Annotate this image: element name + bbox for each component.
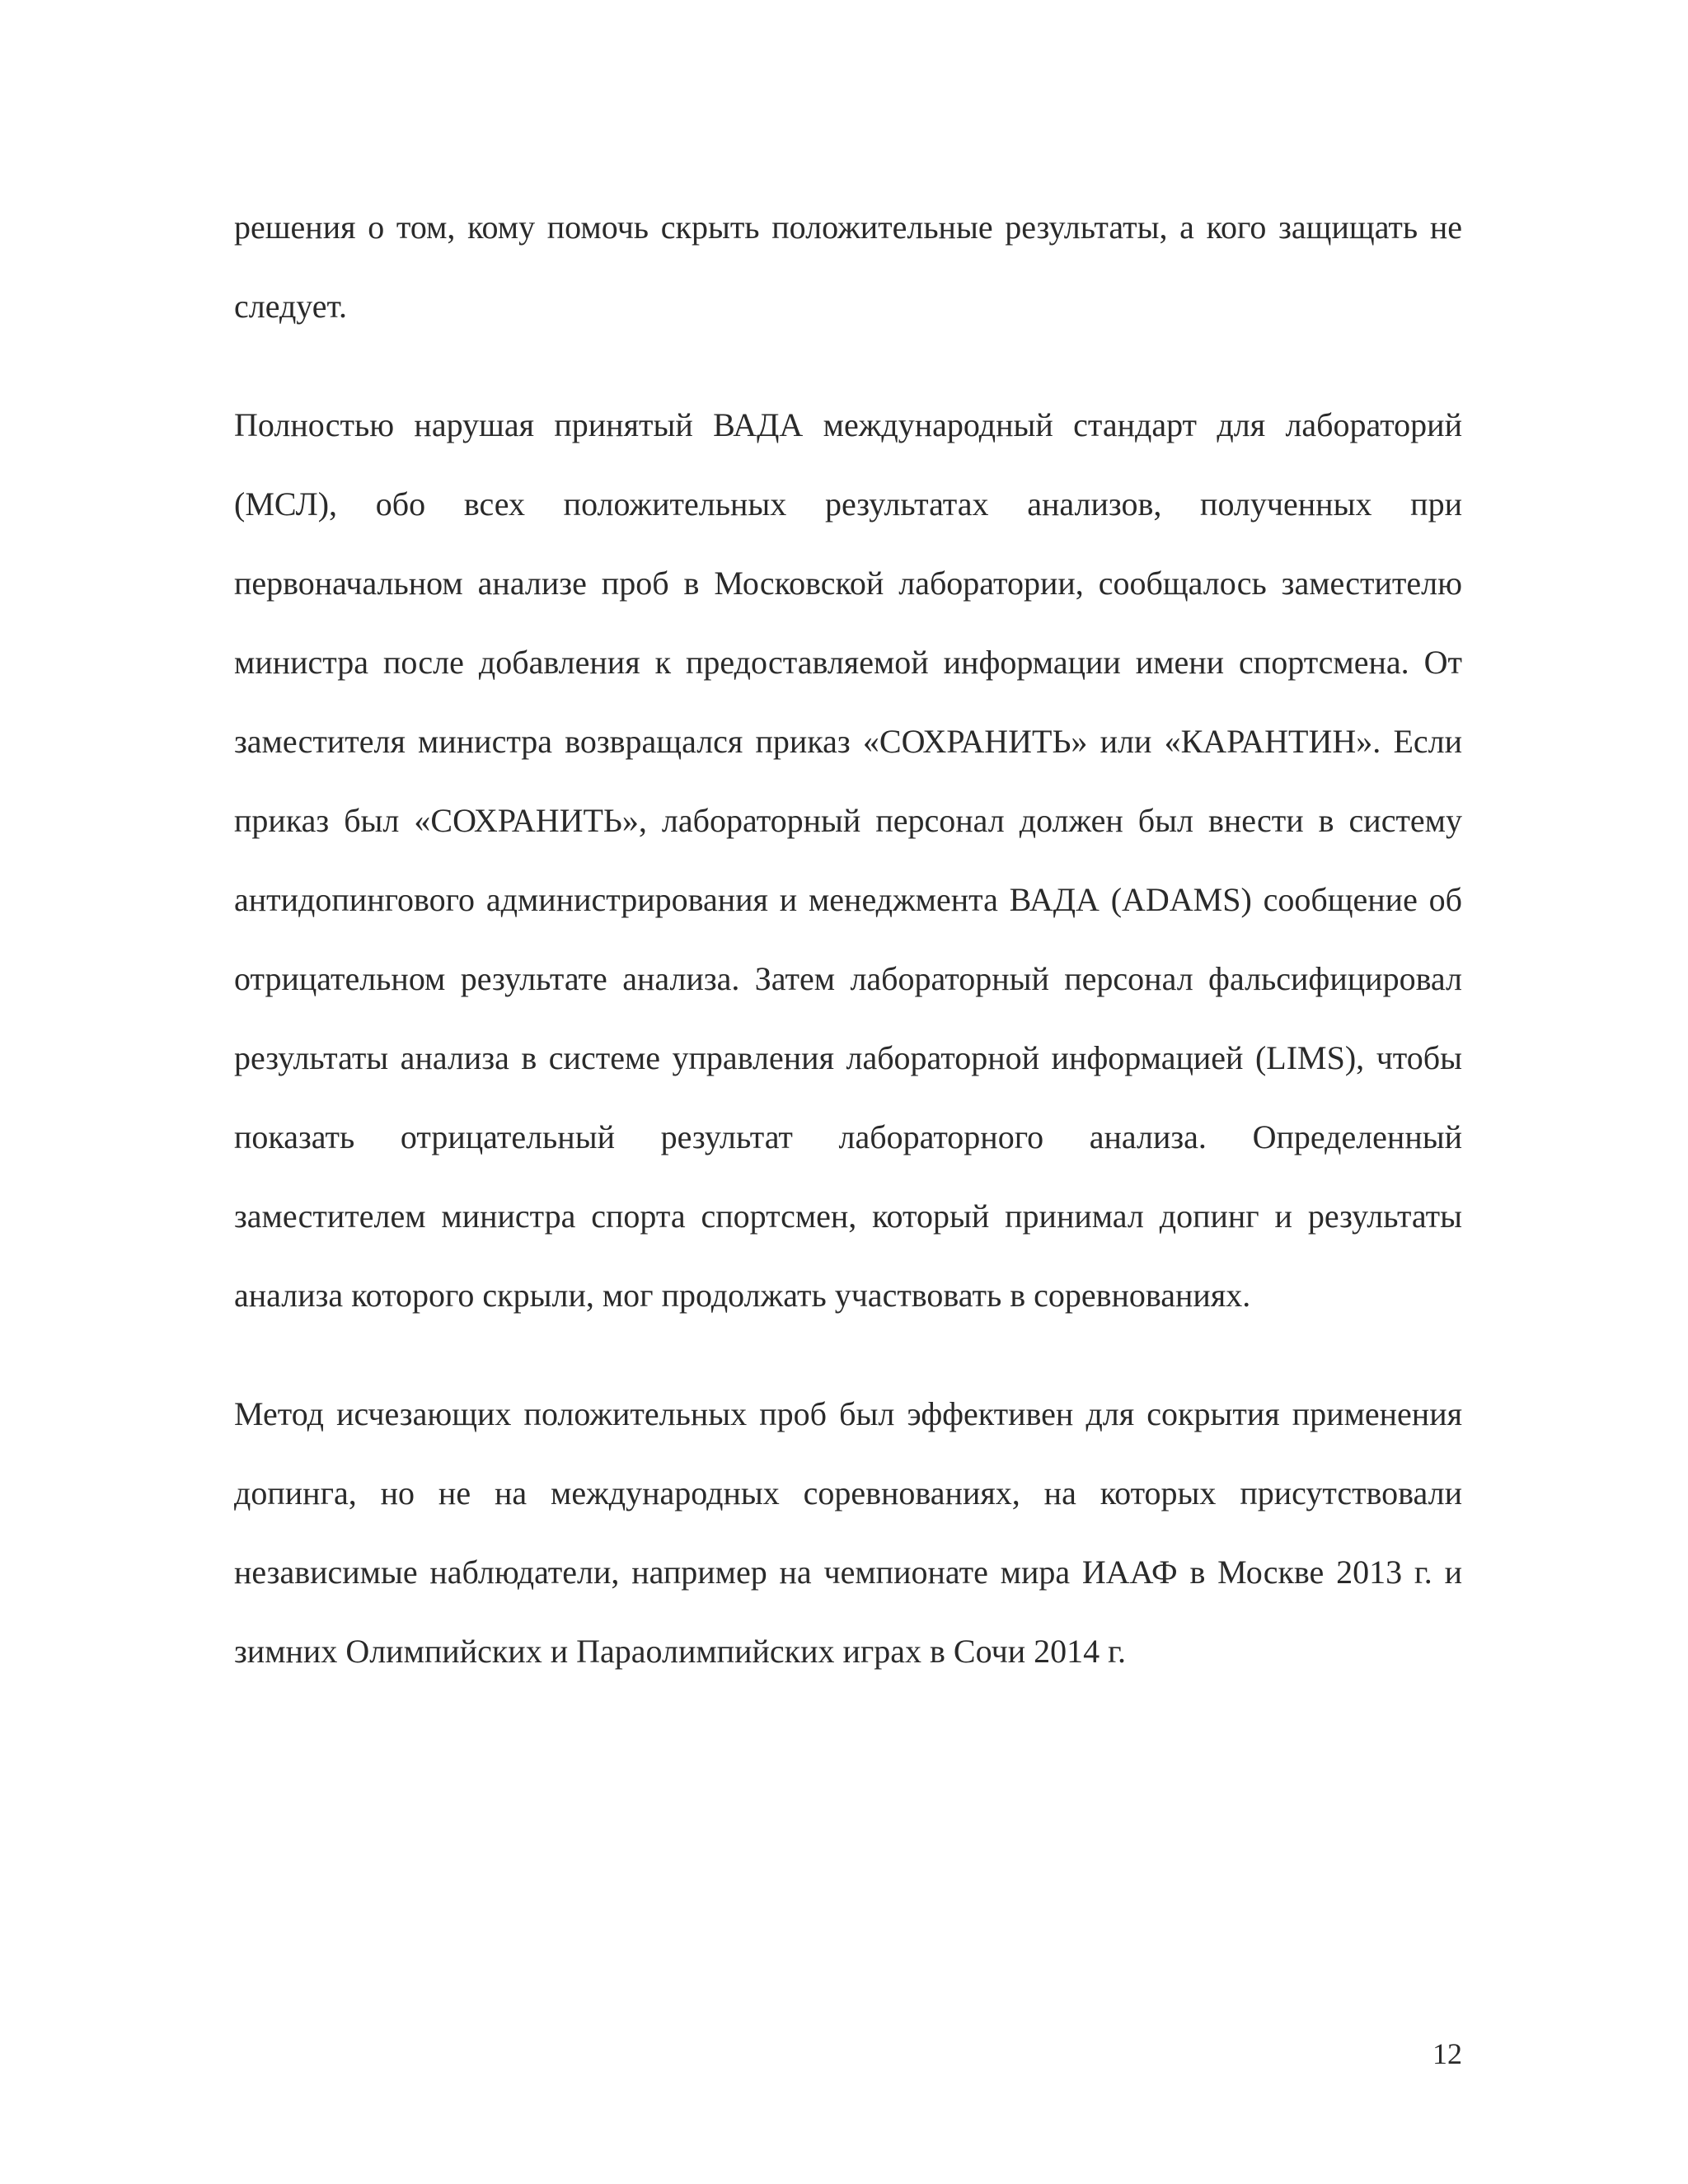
page-number: 12 xyxy=(1432,2037,1462,2070)
paragraph-3: Метод исчезающих положительных проб был эффективен для сокрытия применения допинга, но не на международных соревнованиях, на которых присутствовали независимые наблюдатели, например на чемпионате мира ИААФ в Москве 2013 г. и зимних Олимпийских и Параолимпийских играх в Сочи 2014 г. xyxy=(234,1395,1462,1670)
body-text xyxy=(234,188,1462,1731)
paragraph-1: решения о том, кому помочь скрыть положительные результаты, а кого защищать не следует. xyxy=(234,209,1462,325)
paragraph-2: Полностью нарушая принятый ВАДА международный стандарт для лабораторий (МСЛ), обо всех положительных результатах анализов, полученных при первоначальном анализе проб в Московской лаборатории, сообщалось заместителю министра после добавления к предоставляемой информации имени спортсмена. От заместителя министра возвращался приказ «СОХРАНИТЬ» или «КАРАНТИН». Если приказ был «СОХРАНИТЬ», лабораторный персонал должен был внести в систему антидопингового администрирования и менеджмента ВАДА (ADAMS) сообщение об отрицательном результате анализа. Затем лабораторный персонал фальсифицировал результаты анализа в системе управления лабораторной информацией (LIMS), чтобы показать отрицательный результат лабораторного анализа. Определенный заместителем министра спорта спортсмен, который принимал допинг и результаты анализа которого скрыли, мог продолжать участвовать в соревнованиях. xyxy=(234,406,1462,1314)
